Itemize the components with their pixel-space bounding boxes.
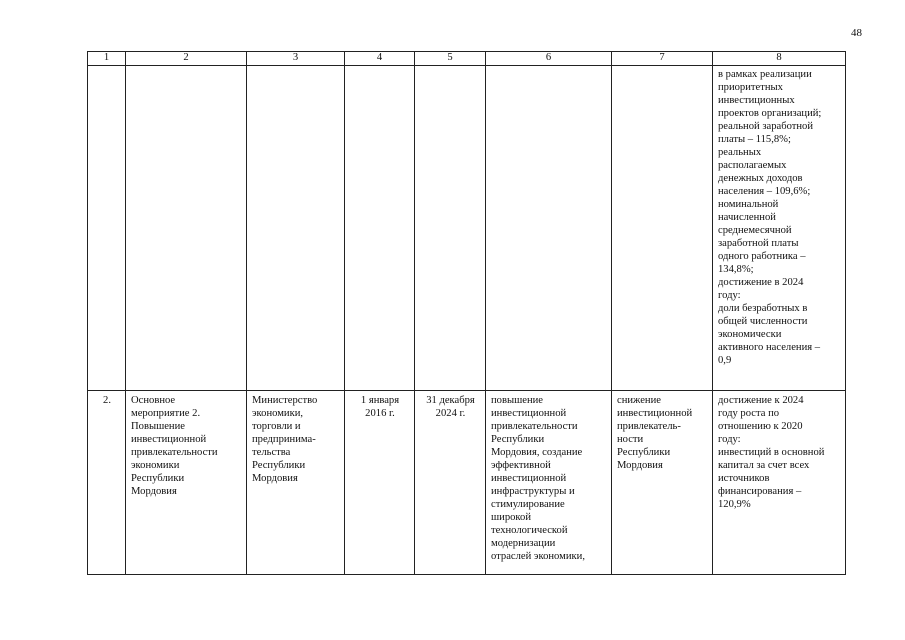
column-number: 4 <box>345 52 415 66</box>
start-date-cell: 1 января 2016 г. <box>345 391 415 575</box>
measure-cell: Основное мероприятие 2. Повышение инвестиционной привлекательности экономики Республики Мордовия <box>126 391 247 575</box>
empty-cell <box>345 66 415 391</box>
empty-cell <box>486 66 612 391</box>
column-number-row <box>88 52 846 66</box>
page-number: 48 <box>851 27 862 39</box>
end-date-cell: 31 декабря 2024 г. <box>415 391 486 575</box>
empty-cell <box>415 66 486 391</box>
empty-cell <box>612 66 713 391</box>
indicators-cell: достижение к 2024 году роста по отношению к 2020 году: инвестиций в основной капитал за счет всех источников финансирования – 120,9% <box>713 391 846 575</box>
column-number: 2 <box>126 52 247 66</box>
program-measures-table <box>87 51 846 575</box>
table-row-continuation <box>88 66 846 391</box>
empty-cell <box>247 66 345 391</box>
consequence-cell: снижение инвестиционной привлекатель- ности Республики Мордовия <box>612 391 713 575</box>
column-number: 5 <box>415 52 486 66</box>
table-row <box>88 391 846 575</box>
expected-result-cell: повышение инвестиционной привлекательности Республики Мордовия, создание эффективной инвестиционной инфраструктуры и стимулирование широкой технологической модернизации отраслей экономики, <box>486 391 612 575</box>
column-number: 1 <box>88 52 126 66</box>
column-number: 7 <box>612 52 713 66</box>
column-number: 8 <box>713 52 846 66</box>
empty-cell <box>88 66 126 391</box>
row-number-cell: 2. <box>88 391 126 575</box>
column-number: 3 <box>247 52 345 66</box>
indicators-cell: в рамках реализации приоритетных инвестиционных проектов организаций; реальной заработной платы – 115,8%; реальных располагаемых денежных доходов населения – 109,6%; номинальной начисленной среднемесячной заработной платы одного работника – 134,8%; достижение в 2024 году: доли безработных в общей численности экономически активного населения – 0,9 <box>713 66 846 391</box>
column-number: 6 <box>486 52 612 66</box>
empty-cell <box>126 66 247 391</box>
executor-cell: Министерство экономики, торговли и предпринима- тельства Республики Мордовия <box>247 391 345 575</box>
